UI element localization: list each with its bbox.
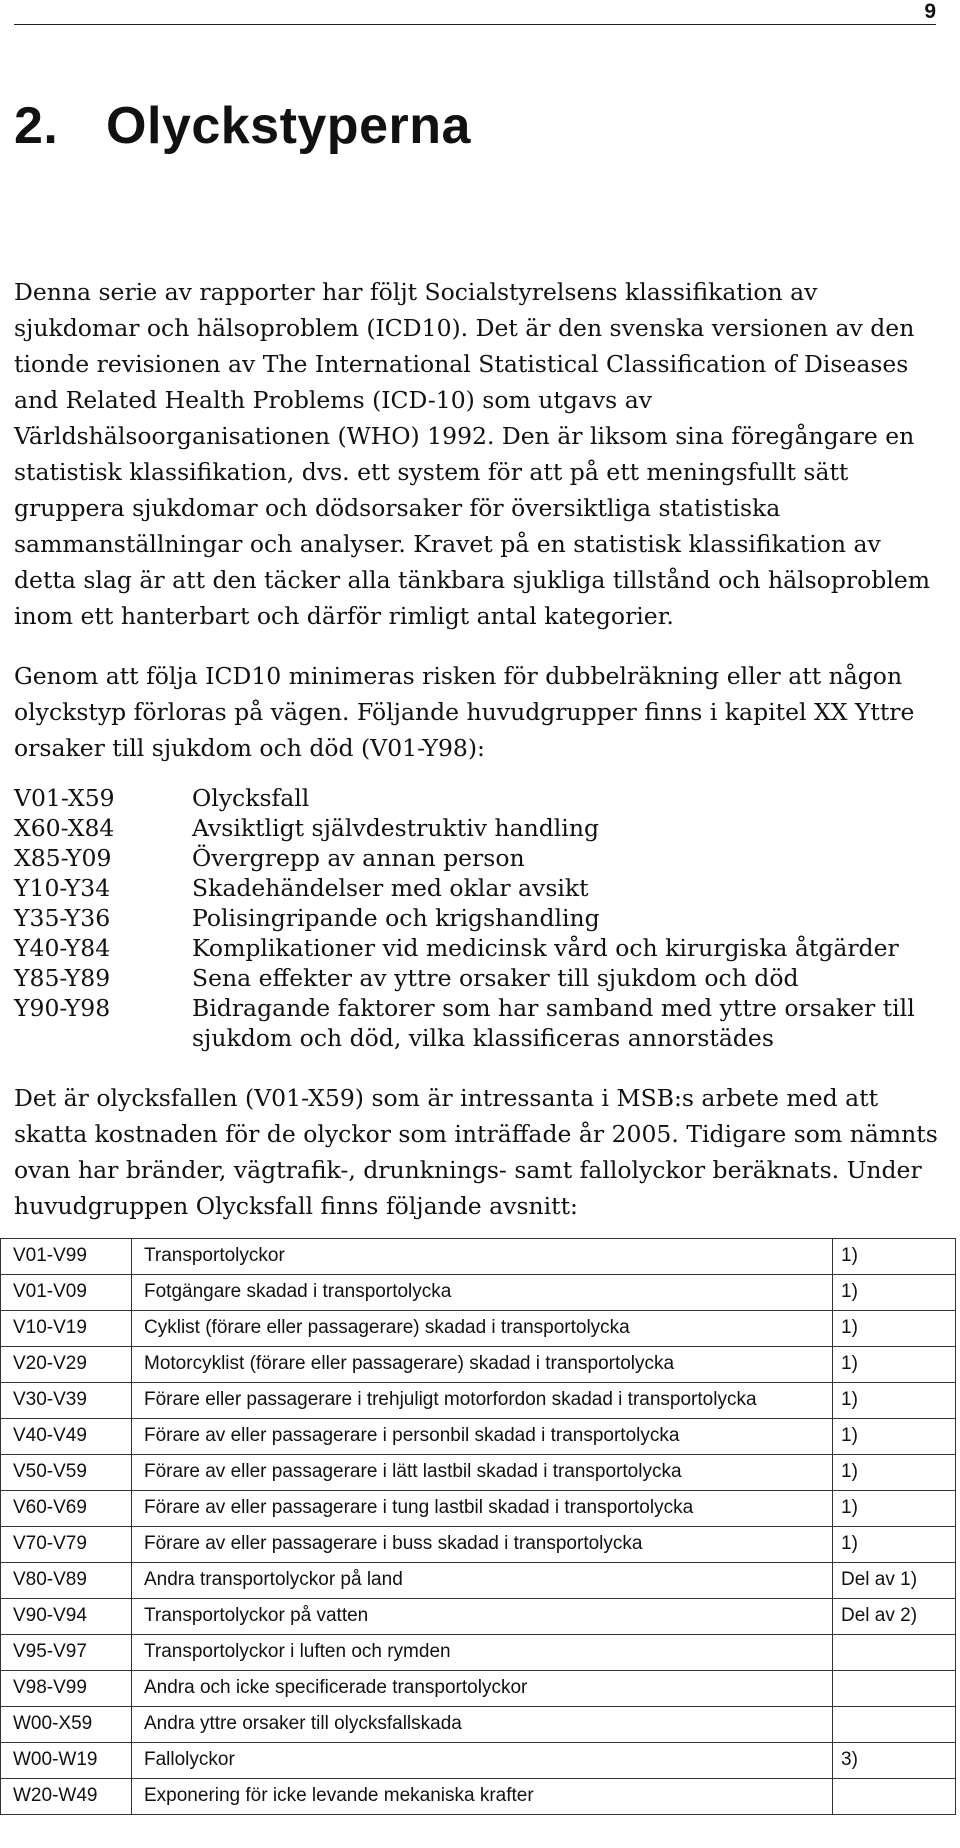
section-code: V40-V49 [1, 1419, 132, 1455]
section-note [833, 1635, 956, 1671]
section-code: V30-V39 [1, 1383, 132, 1419]
section-description: Förare av eller passagerare i personbil skadad i transportolycka [132, 1419, 833, 1455]
section-description: Transportolyckor i luften och rymden [132, 1635, 833, 1671]
table-row [1, 1707, 956, 1743]
section-code: V10-V19 [1, 1311, 132, 1347]
group-description: Bidragande faktorer som har samband med yttre orsaker till sjukdom och död, vilka klassificeras annorstädes [192, 994, 915, 1052]
section-note: Del av 2) [833, 1599, 956, 1635]
group-row [14, 873, 932, 903]
section-note: 1) [833, 1347, 956, 1383]
page-title [14, 96, 471, 156]
accidents-paragraph [14, 1080, 944, 1224]
table-row [1, 1491, 956, 1527]
section-code: W20-W49 [1, 1779, 132, 1815]
section-note [833, 1707, 956, 1743]
paragraph-text: Det är olycksfallen (V01-X59) som är intressanta i MSB:s arbete med att skatta kostnaden för de olyckor som inträffade år 2005. Tidigare som nämnts ovan har bränder, vägtrafik-, drunknings- samt fallolyckor beräknats. Under huvudgruppen Olycksfall finns följande avsnitt: [14, 1084, 938, 1220]
group-code: Y85-Y89 [14, 964, 111, 992]
section-note: 1) [833, 1311, 956, 1347]
section-note: 3) [833, 1743, 956, 1779]
section-note: 1) [833, 1383, 956, 1419]
group-description: Polisingripande och krigshandling [192, 904, 600, 932]
group-description: Komplikationer vid medicinsk vård och kirurgiska åtgärder [192, 934, 899, 962]
table-row [1, 1563, 956, 1599]
group-row [14, 843, 932, 873]
group-row [14, 783, 932, 813]
sections-table [0, 1238, 956, 1815]
group-code: Y90-Y98 [14, 994, 111, 1022]
table-row [1, 1311, 956, 1347]
group-code: X85-Y09 [14, 844, 112, 872]
header-rule [14, 24, 936, 25]
section-code: V80-V89 [1, 1563, 132, 1599]
main-groups-list [14, 783, 932, 1053]
section-note: 1) [833, 1419, 956, 1455]
table-row [1, 1275, 956, 1311]
section-description: Förare eller passagerare i trehjuligt motorfordon skadad i transportolycka [132, 1383, 833, 1419]
group-description: Skadehändelser med oklar avsikt [192, 874, 589, 902]
group-code: X60-X84 [14, 814, 115, 842]
section-description: Transportolyckor [132, 1239, 833, 1275]
page-number: 9 [924, 0, 936, 23]
table-row [1, 1671, 956, 1707]
section-code: V70-V79 [1, 1527, 132, 1563]
group-row [14, 933, 932, 963]
section-description: Motorcyklist (förare eller passagerare) skadad i transportolycka [132, 1347, 833, 1383]
intro-paragraph [14, 274, 944, 634]
group-code: V01-X59 [14, 784, 115, 812]
section-note: Del av 1) [833, 1563, 956, 1599]
section-description: Fallolyckor [132, 1743, 833, 1779]
section-code: V01-V99 [1, 1239, 132, 1275]
table-row [1, 1527, 956, 1563]
section-code: V98-V99 [1, 1671, 132, 1707]
section-note: 1) [833, 1527, 956, 1563]
group-description: Övergrepp av annan person [192, 844, 525, 872]
section-code: V01-V09 [1, 1275, 132, 1311]
section-description: Förare av eller passagerare i tung lastbil skadad i transportolycka [132, 1491, 833, 1527]
section-description: Transportolyckor på vatten [132, 1599, 833, 1635]
icd-paragraph [14, 658, 944, 766]
section-note [833, 1779, 956, 1815]
section-description: Andra transportolyckor på land [132, 1563, 833, 1599]
chapter-title: Olyckstyperna [106, 97, 471, 155]
group-code: Y10-Y34 [14, 874, 111, 902]
table-row [1, 1383, 956, 1419]
group-row [14, 993, 932, 1053]
section-description: Andra och icke specificerade transportolyckor [132, 1671, 833, 1707]
section-note: 1) [833, 1275, 956, 1311]
table-row [1, 1599, 956, 1635]
group-description: Avsiktligt självdestruktiv handling [192, 814, 599, 842]
group-row [14, 903, 932, 933]
section-code: V20-V29 [1, 1347, 132, 1383]
section-note: 1) [833, 1239, 956, 1275]
group-code: Y40-Y84 [14, 934, 111, 962]
section-description: Fotgängare skadad i transportolycka [132, 1275, 833, 1311]
table-row [1, 1635, 956, 1671]
section-description: Förare av eller passagerare i lätt lastbil skadad i transportolycka [132, 1455, 833, 1491]
section-code: V50-V59 [1, 1455, 132, 1491]
section-note [833, 1671, 956, 1707]
section-note: 1) [833, 1455, 956, 1491]
section-code: W00-X59 [1, 1707, 132, 1743]
section-description: Andra yttre orsaker till olycksfallskada [132, 1707, 833, 1743]
table-row [1, 1455, 956, 1491]
section-description: Förare av eller passagerare i buss skadad i transportolycka [132, 1527, 833, 1563]
table-row [1, 1347, 956, 1383]
section-note: 1) [833, 1491, 956, 1527]
group-row [14, 813, 932, 843]
group-row [14, 963, 932, 993]
table-row [1, 1419, 956, 1455]
group-description: Sena effekter av yttre orsaker till sjukdom och död [192, 964, 799, 992]
section-code: V60-V69 [1, 1491, 132, 1527]
chapter-number: 2. [14, 97, 59, 155]
table-row [1, 1743, 956, 1779]
section-code: V90-V94 [1, 1599, 132, 1635]
group-code: Y35-Y36 [14, 904, 111, 932]
section-code: V95-V97 [1, 1635, 132, 1671]
group-description: Olycksfall [192, 784, 310, 812]
section-description: Exponering för icke levande mekaniska krafter [132, 1779, 833, 1815]
table-row [1, 1779, 956, 1815]
paragraph-text: Denna serie av rapporter har följt Socialstyrelsens klassifikation av sjukdomar och hälsoproblem (ICD10). Det är den svenska versionen av den tionde revisionen av The International Statistical Classification of Diseases and Related Health Problems (ICD-10) som utgavs av Världshälsoorganisationen (WHO) 1992. Den är liksom sina föregångare en statistisk klassifikation, dvs. ett system för att på ett meningsfullt sätt gruppera sjukdomar och dödsorsaker för översiktliga statistiska sammanställningar och analyser. Kravet på en statistisk klassifikation av detta slag är att den täcker alla tänkbara sjukliga tillstånd och hälsoproblem inom ett hanterbart och därför rimligt antal kategorier. [14, 278, 931, 630]
section-description: Cyklist (förare eller passagerare) skadad i transportolycka [132, 1311, 833, 1347]
section-code: W00-W19 [1, 1743, 132, 1779]
table-row [1, 1239, 956, 1275]
paragraph-text: Genom att följa ICD10 minimeras risken för dubbelräkning eller att någon olyckstyp förloras på vägen. Följande huvudgrupper finns i kapitel XX Yttre orsaker till sjukdom och död (V01-Y98): [14, 662, 915, 762]
